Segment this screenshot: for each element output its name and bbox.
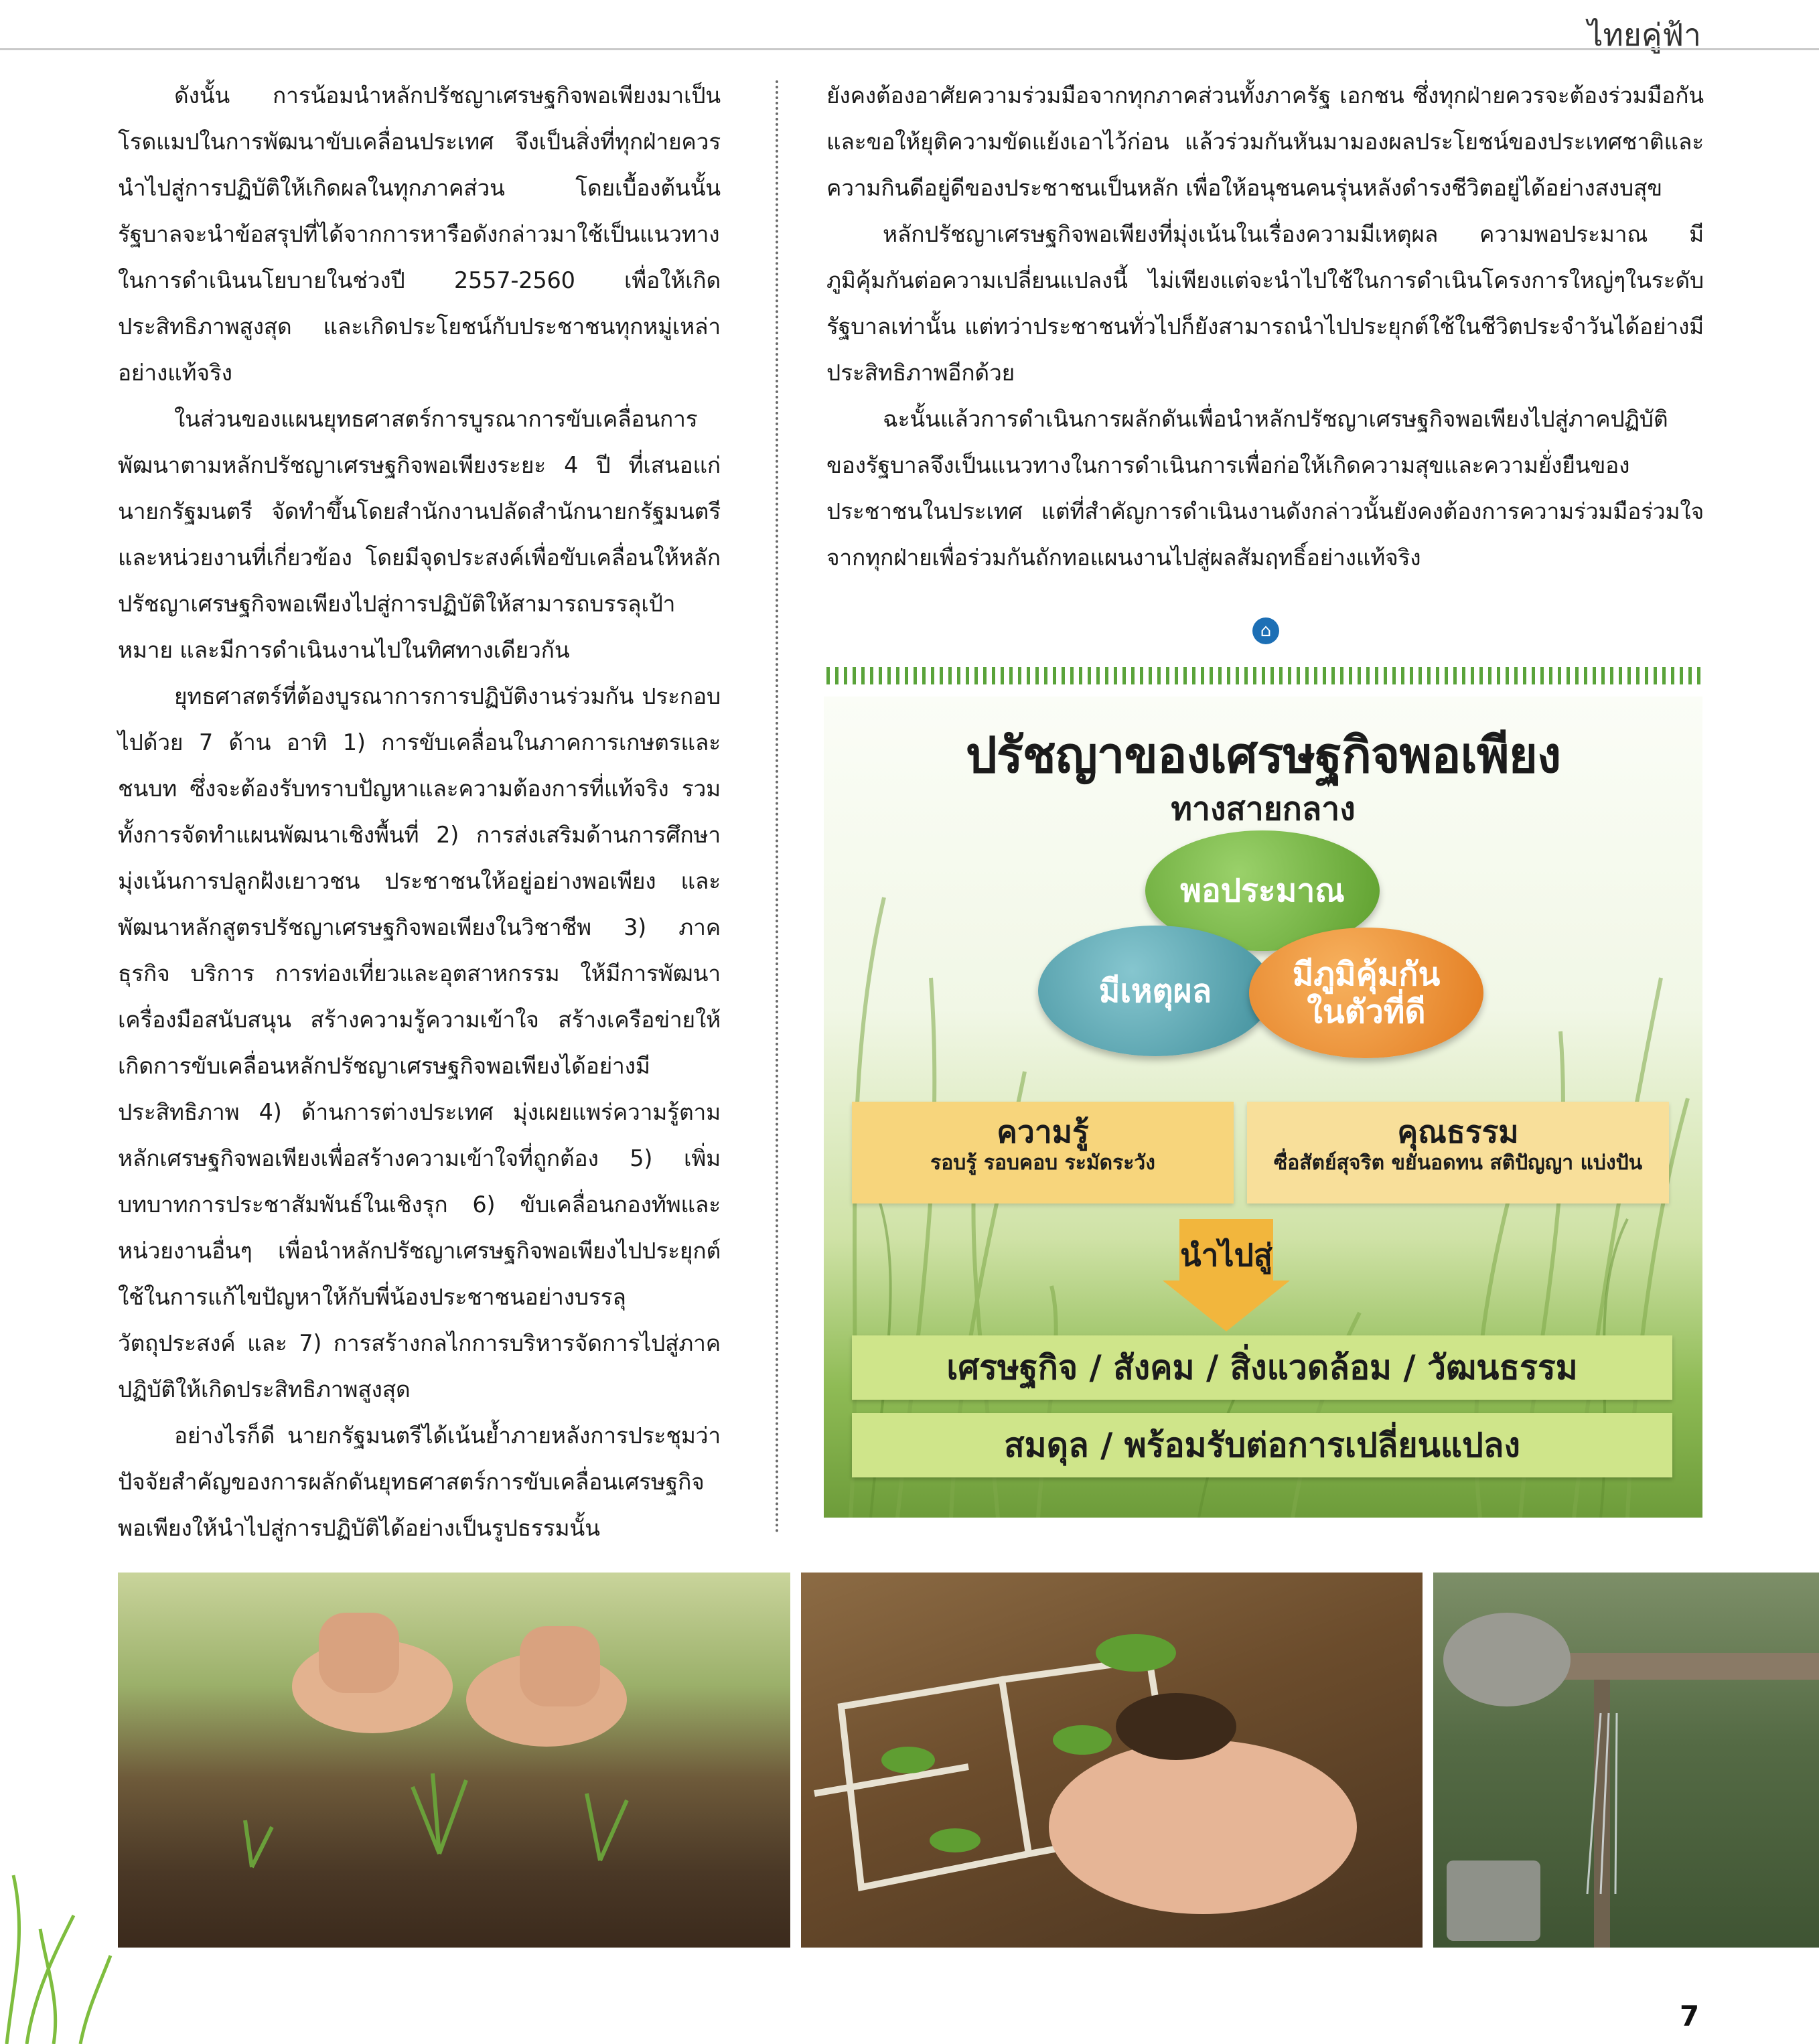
reasonableness-circle (1038, 926, 1272, 1056)
immunity-label-line-1: มีภูมิคุ้มกัน (1292, 955, 1441, 993)
outcome-balance-bar: สมดุล / พร้อมรับต่อการเปลี่ยนแปลง (852, 1413, 1672, 1477)
morality-title: คุณธรรม (1397, 1114, 1519, 1150)
left-column (118, 72, 721, 1551)
down-arrow-icon (1163, 1219, 1290, 1331)
article-end-icon: ⌂ (1252, 617, 1279, 644)
corner-grass-decoration (0, 1835, 114, 2044)
immunity-circle (1249, 928, 1483, 1058)
right-paragraph-3: ฉะนั้นแล้วการดำเนินการผลักดันเพื่อนำหลักปรัชญาเศรษฐกิจพอเพียงไปสู่ภาคปฏิบัติของรัฐบาลจึงเป็นแนวทางในการดำเนินการเพื่อก่อให้เกิดความสุขและความยั่งยืนของประชาชนในประเทศ แต่ที่สำคัญการดำเนินงานดังกล่าวนั้นยังคงต้องการความร่วมมือร่วมใจจากทุกฝ่ายเพื่อร่วมกันถักทอแผนงานไปสู่ผลสัมฤทธิ์อย่างแท้จริง (826, 406, 1704, 571)
left-paragraph-4: อย่างไรก็ดี นายกรัฐมนตรีได้เน้นย้ำภายหลังการประชุมว่าปัจจัยสำคัญของการผลักดันยุทธศาสตร์การขับเคลื่อนเศรษฐกิจพอเพียงให้นำไปสู่การปฏิบัติได้อย่างเป็นรูปธรรมนั้น (118, 1422, 721, 1541)
infographic-title: ปรัชญาของเศรษฐกิจพอเพียง (965, 727, 1561, 784)
seedling-tray-illustration (801, 1573, 1423, 1948)
infographic-stripe (826, 667, 1704, 684)
sufficiency-economy-infographic (824, 697, 1702, 1518)
reasonableness-label: มีเหตุผล (1098, 972, 1212, 1010)
knowledge-title: ความรู้ (997, 1114, 1089, 1150)
page-number: 7 (1680, 2000, 1700, 2033)
morality-condition-box (1247, 1102, 1669, 1203)
arrow-head (1163, 1281, 1290, 1331)
photo-seedling-tray (801, 1573, 1423, 1948)
right-column (826, 72, 1704, 581)
column-divider (776, 80, 778, 1534)
outcome-dimensions-bar: เศรษฐกิจ / สังคม / สิ่งแวดล้อม / วัฒนธรรม (852, 1335, 1672, 1400)
magazine-title: ไทยคู่ฟ้า (1587, 17, 1701, 53)
knowledge-condition-box (852, 1102, 1234, 1203)
left-paragraph-1: ดังนั้น การน้อมนำหลักปรัชญาเศรษฐกิจพอเพียงมาเป็นโรดแมปในการพัฒนาขับเคลื่อนประเทศ จึงเป็นสิ่งที่ทุกฝ่ายควรนำไปสู่การปฏิบัติให้เกิดผลในทุกภาคส่วน โดยเบื้องต้นนั้นรัฐบาลจะนำข้อสรุปที่ได้จากการหารือดังกล่าวมาใช้เป็นแนวทางในการดำเนินนโยบายในช่วงปี 2557-2560 เพื่อให้เกิดประสิทธิภาพสูงสุด และเกิดประโยชน์กับประชาชนทุกหมู่เหล่าอย่างแท้จริง (118, 82, 721, 386)
immunity-label-line-2: ในตัวที่ดี (1307, 993, 1426, 1031)
left-paragraph-3: ยุทธศาสตร์ที่ต้องบูรณาการการปฏิบัติงานร่วมกัน ประกอบไปด้วย 7 ด้าน อาทิ 1) การขับเคลื่อนในภาคการเกษตรและชนบท ซึ่งจะต้องรับทราบปัญหาและความต้องการที่แท้จริง รวมทั้งการจัดทำแผนพัฒนาเชิงพื้นที่ 2) การส่งเสริมด้านการศึกษา มุ่งเน้นการปลูกฝังเยาวชน ประชาชนให้อยู่อย่างพอเพียง และพัฒนาหลักสูตรปรัชญาเศรษฐกิจพอเพียงในวิชาชีพ 3) ภาคธุรกิจ บริการ การท่องเที่ยวและอุตสาหกรรม ให้มีการพัฒนาเครื่องมือสนับสนุน สร้างความรู้ความเข้าใจ สร้างเครือข่ายให้เกิดการขับเคลื่อนหลักปรัชญาเศรษฐกิจพอเพียงได้อย่างมีประสิทธิภาพ 4) ด้านการต่างประเทศ มุ่งเผยแพร่ความรู้ตามหลักเศรษฐกิจพอเพียงเพื่อสร้างความเข้าใจที่ถูกต้อง 5) เพิ่มบทบาทการประชาสัมพันธ์ในเชิงรุก 6) ขับเคลื่อนกองทัพและหน่วยงานอื่นๆ เพื่อนำหลักปรัชญาเศรษฐกิจพอเพียงไปประยุกต์ใช้ในการแก้ไขปัญหาให้กับพี่น้องประชาชนอย่างบรรลุวัตถุประสงค์ และ 7) การสร้างกลไกการบริหารจัดการไปสู่ภาคปฏิบัติให้เกิดประสิทธิภาพสูงสุด (118, 683, 721, 1402)
left-paragraph-2: ในส่วนของแผนยุทธศาสตร์การบูรณาการขับเคลื่อนการพัฒนาตามหลักปรัชญาเศรษฐกิจพอเพียงระยะ 4 ปี ที่เสนอแก่นายกรัฐมนตรี จัดทำขึ้นโดยสำนักงานปลัดสำนักนายกรัฐมนตรีและหน่วยงานที่เกี่ยวข้อง โดยมีจุดประสงค์เพื่อขับเคลื่อนให้หลักปรัชญาเศรษฐกิจพอเพียงไปสู่การปฏิบัติให้สามารถบรรลุเป้าหมาย และมีการดำเนินงานไปในทิศทางเดียวกัน (118, 406, 721, 663)
watering-can-illustration (1433, 1573, 1819, 1948)
morality-detail: ซื่อสัตย์สุจริต ขยันอดทน สติปัญญา แบ่งปัน (1273, 1151, 1643, 1175)
right-paragraph-1: ยังคงต้องอาศัยความร่วมมือจากทุกภาคส่วนทั้งภาครัฐ เอกชน ซึ่งทุกฝ่ายควรจะต้องร่วมมือกัน และขอให้ยุติความขัดแย้งเอาไว้ก่อน แล้วร่วมกันหันมามองผลประโยชน์ของประเทศชาติและความกินดีอยู่ดีของประชาชนเป็นหลัก เพื่อให้อนุชนคนรุ่นหลังดำรงชีวิตอยู่ได้อย่างสงบสุข (826, 82, 1704, 201)
knowledge-detail: รอบรู้ รอบคอบ ระมัดระวัง (930, 1151, 1155, 1175)
photo-hands-planting (118, 1573, 790, 1948)
moderation-label: พอประมาณ (1180, 872, 1345, 909)
hands-planting-illustration (118, 1573, 790, 1948)
infographic-subtitle: ทางสายกลาง (1171, 790, 1356, 828)
right-paragraph-2: หลักปรัชญาเศรษฐกิจพอเพียงที่มุ่งเน้นในเรื่องความมีเหตุผล ความพอประมาณ มีภูมิคุ้มกันต่อความเปลี่ยนแปลงนี้ ไม่เพียงแต่จะนำไปใช้ในการดำเนินโครงการใหญ่ๆในระดับรัฐบาลเท่านั้น แต่ทว่าประชาชนทั่วไปก็ยังสามารถนำไปประยุกต์ใช้ในชีวิตประจำวันได้อย่างมีประสิทธิภาพอีกด้วย (826, 221, 1704, 386)
immunity-label (1293, 956, 1441, 1031)
arrow-label: นำไปสู่ (1180, 1237, 1272, 1273)
header-rule (0, 48, 1819, 50)
photo-watering-can (1433, 1573, 1819, 1948)
